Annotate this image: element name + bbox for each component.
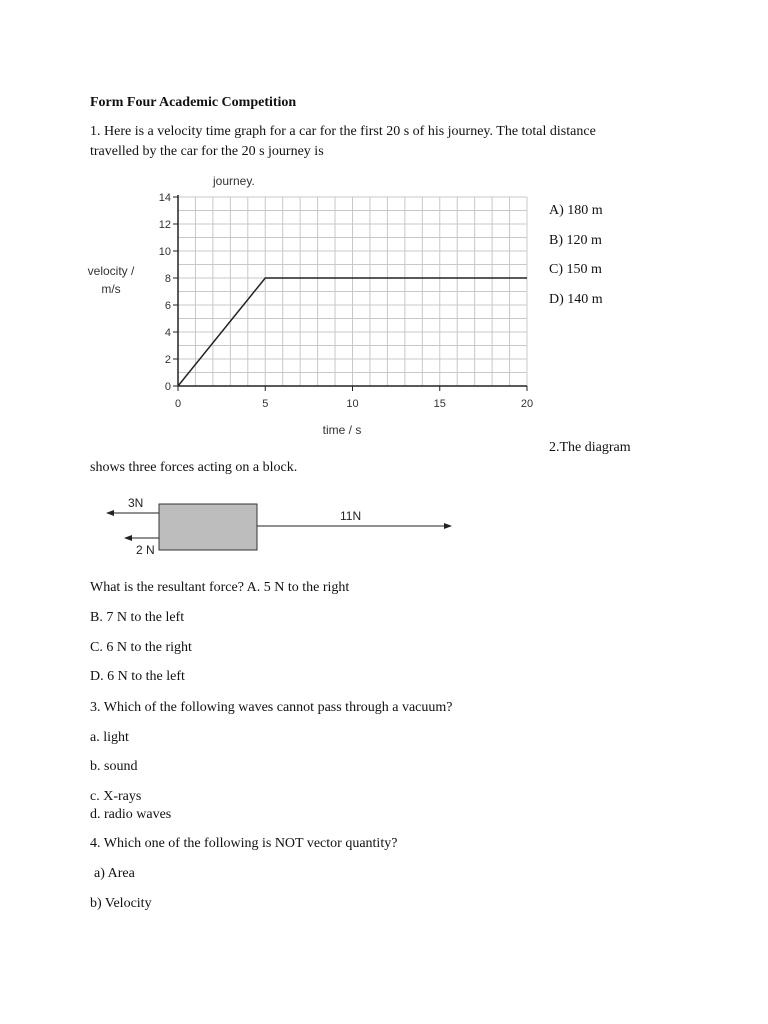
y-axis-label-line2: m/s <box>101 282 121 296</box>
y-tick-label: 4 <box>164 327 171 339</box>
q1-option-a[interactable]: A) 180 m <box>549 203 603 218</box>
q3-option-a[interactable]: a. light <box>90 730 129 745</box>
y-tick-label: 0 <box>164 381 171 393</box>
force-label-11n: 11N <box>340 509 362 523</box>
velocity-time-chart <box>80 168 550 443</box>
y-tick-label: 2 <box>164 354 171 366</box>
y-tick-label: 12 <box>158 219 171 231</box>
x-tick-label: 0 <box>174 398 182 410</box>
q1-option-b[interactable]: B) 120 m <box>549 233 602 248</box>
q4-option-b[interactable]: b) Velocity <box>90 896 152 911</box>
q2-text-start: 2.The diagram <box>549 440 631 455</box>
q2-option-b[interactable]: B. 7 N to the left <box>90 610 185 625</box>
x-tick-label: 5 <box>262 398 269 410</box>
q2-text-line2: shows three forces acting on a block. <box>90 460 298 475</box>
x-tick-label: 15 <box>433 398 446 410</box>
x-tick-label: 10 <box>346 398 359 410</box>
q2-option-c[interactable]: C. 6 N to the right <box>90 640 192 655</box>
force-label-2n: 2 N <box>136 543 155 557</box>
q1-option-d[interactable]: D) 140 m <box>549 292 603 307</box>
q1-text-line1: 1. Here is a velocity time graph for a car for the first 20 s of his journey. The total distance <box>90 124 596 139</box>
q3-question: 3. Which of the following waves cannot pass through a vacuum? <box>90 700 453 715</box>
q3-option-b[interactable]: b. sound <box>90 759 138 774</box>
q1-option-c[interactable]: C) 150 m <box>549 262 602 277</box>
q1-text-line2: travelled by the car for the 20 s journey is <box>90 144 324 159</box>
q4-question: 4. Which one of the following is NOT vector quantity? <box>90 836 398 851</box>
q3-option-d[interactable]: d. radio waves <box>90 807 172 822</box>
y-tick-label: 10 <box>158 246 171 258</box>
q2-question: What is the resultant force? A. 5 N to the right <box>90 580 350 595</box>
q3-option-c[interactable]: c. X-rays <box>90 789 142 804</box>
x-axis-label: time / s <box>322 423 362 437</box>
y-tick-label: 8 <box>164 273 171 285</box>
q2-option-d[interactable]: D. 6 N to the left <box>90 669 185 684</box>
chart-title: journey. <box>213 174 255 188</box>
y-tick-label: 6 <box>164 300 171 312</box>
force-label-3n: 3N <box>128 496 144 510</box>
force-diagram <box>100 490 460 562</box>
block <box>159 504 257 550</box>
force-arrowhead-3n <box>106 510 114 516</box>
q4-option-a[interactable]: a) Area <box>94 866 135 881</box>
page-title: Form Four Academic Competition <box>90 95 297 110</box>
y-tick-label: 14 <box>158 192 171 204</box>
x-tick-label: 20 <box>520 398 534 410</box>
y-axis-label-line1: velocity / <box>87 264 135 278</box>
force-arrowhead-11n <box>444 523 452 529</box>
force-arrowhead-2n <box>124 535 132 541</box>
